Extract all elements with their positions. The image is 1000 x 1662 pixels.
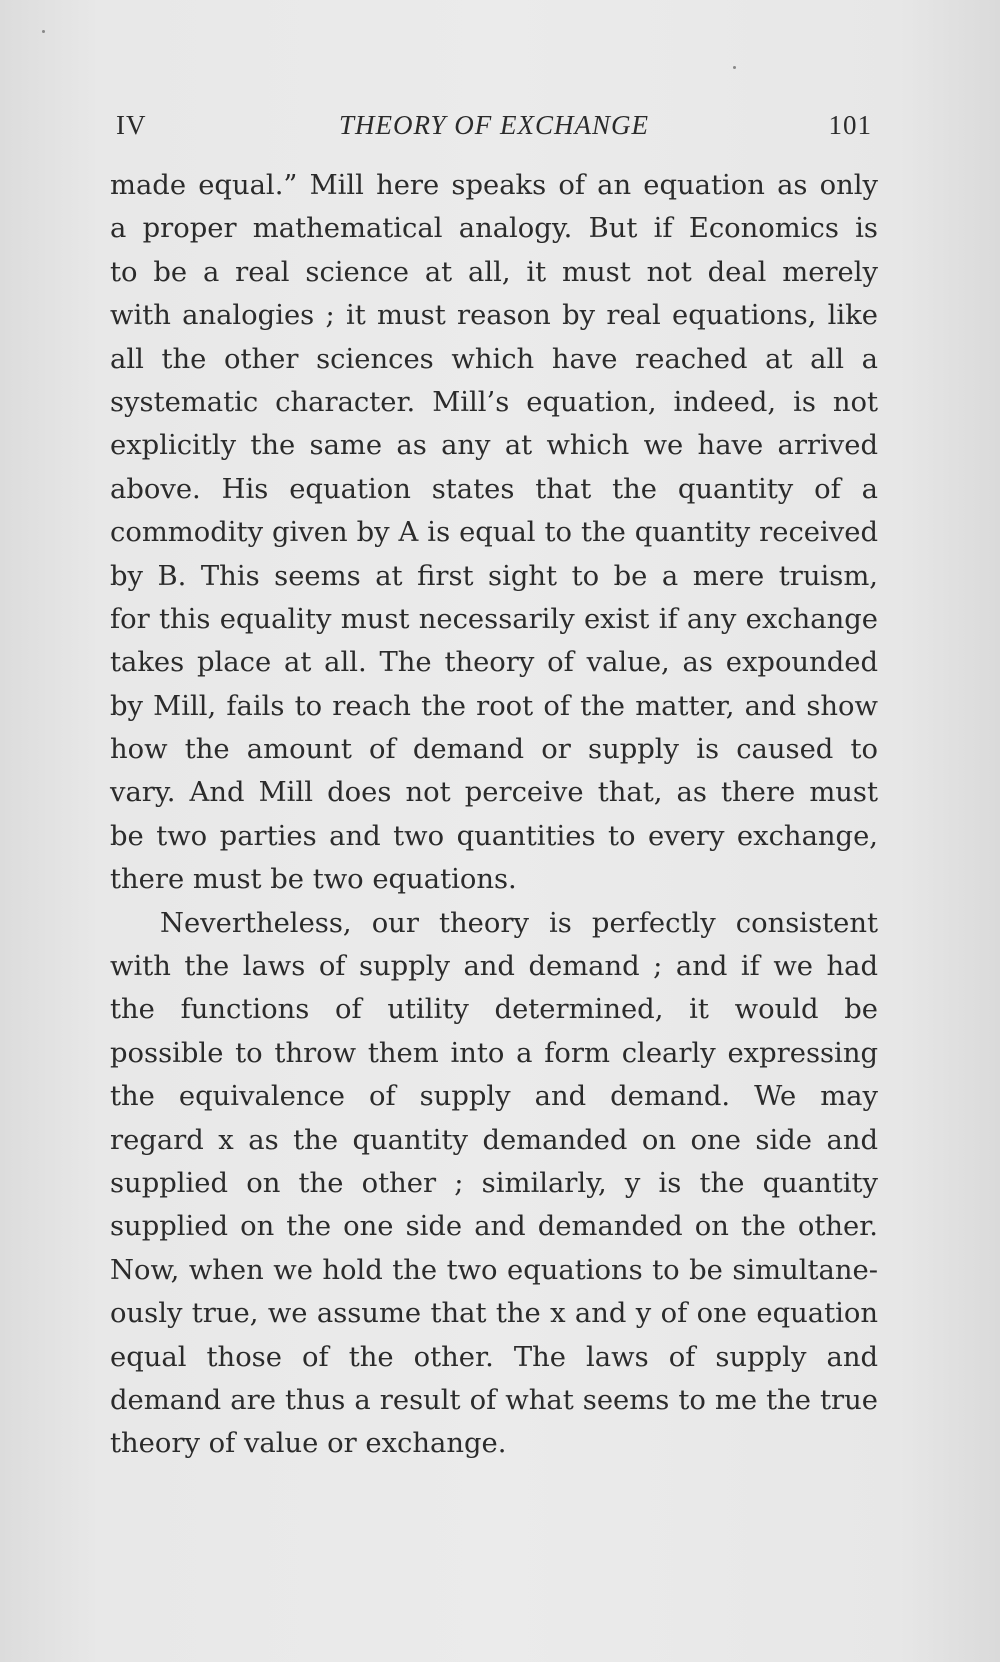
- text-line: equal those of the other. The laws of supply and: [110, 1341, 878, 1373]
- text-line: to be a real science at all, it must not deal merely: [110, 256, 878, 288]
- text-line: be two parties and two quantities to every exchange,: [110, 820, 878, 852]
- text-line: supplied on the other ; similarly, y is the quantity: [110, 1167, 878, 1199]
- text-line: the functions of utility determined, it would be: [110, 994, 878, 1026]
- paper-speck: [733, 66, 736, 69]
- text-line: with the laws of supply and demand ; and if we had: [110, 951, 878, 983]
- body-text: [110, 164, 878, 1466]
- running-title: THEORY OF EXCHANGE: [338, 110, 649, 140]
- text-line: with analogies ; it must reason by real equations, like: [110, 300, 878, 332]
- text-line: made equal.” Mill here speaks of an equation as only: [110, 170, 878, 201]
- text-line: possible to throw them into a form clearly expressing: [110, 1037, 878, 1069]
- page-number: 101: [828, 110, 872, 140]
- text-line: vary. And Mill does not perceive that, as there must: [110, 777, 878, 809]
- text-line: Now, when we hold the two equations to be simultane-: [110, 1254, 878, 1286]
- text-line: ously true, we assume that the x and y of one equation: [110, 1298, 878, 1330]
- signature-mark: IV: [116, 110, 147, 140]
- text-line: a proper mathematical analogy. But if Economics is: [110, 213, 878, 245]
- text-line: by Mill, fails to reach the root of the matter, and show: [110, 690, 878, 722]
- text-line: explicitly the same as any at which we have arrived: [110, 430, 878, 462]
- text-line: regard x as the quantity demanded on one side and: [110, 1124, 878, 1156]
- text-line: the equivalence of supply and demand. We may: [110, 1081, 878, 1113]
- paper-speck: [42, 30, 45, 33]
- paragraph-first-line: Nevertheless, our theory is perfectly consistent: [160, 907, 878, 939]
- text-line: for this equality must necessarily exist if any exchange: [110, 603, 878, 635]
- running-head: [116, 108, 872, 142]
- text-line: takes place at all. The theory of value, as expounded: [110, 647, 878, 679]
- text-line: how the amount of demand or supply is caused to: [110, 734, 878, 766]
- text-line: all the other sciences which have reached at all a: [110, 343, 878, 375]
- text-line: systematic character. Mill’s equation, indeed, is not: [110, 386, 878, 418]
- text-line: commodity given by A is equal to the quantity received: [110, 517, 878, 549]
- paragraph-last-line: there must be two equations.: [110, 864, 517, 896]
- text-line: demand are thus a result of what seems to me the true: [110, 1384, 878, 1416]
- text-line: by B. This seems at first sight to be a mere truism,: [110, 560, 878, 592]
- text-line: above. His equation states that the quantity of a: [110, 473, 878, 505]
- text-line: supplied on the one side and demanded on the other.: [110, 1211, 878, 1243]
- paragraph-last-line: theory of value or exchange.: [110, 1428, 507, 1460]
